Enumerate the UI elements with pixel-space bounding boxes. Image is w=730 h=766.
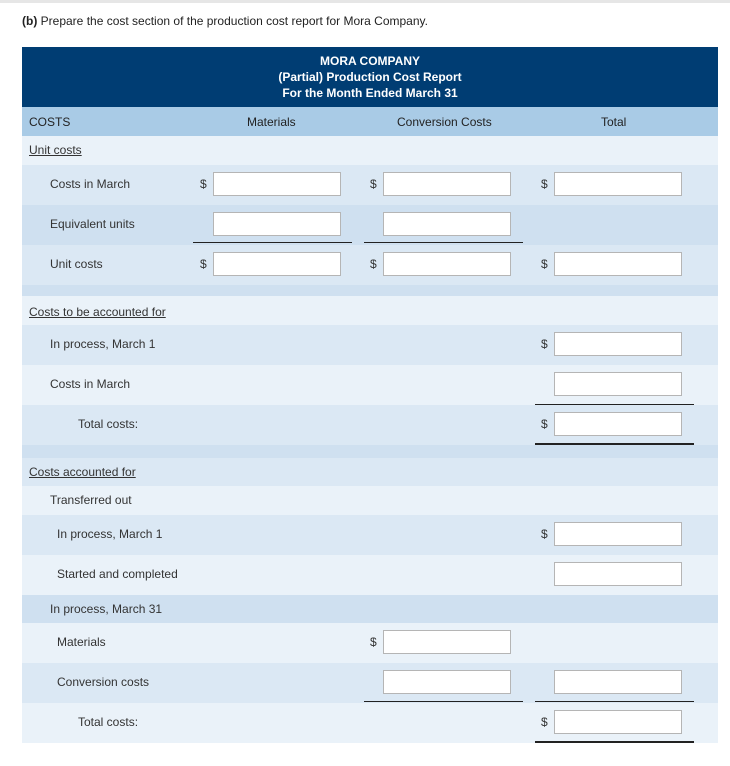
started-completed-label: Started and completed	[57, 567, 178, 581]
total-column-header: Total	[601, 115, 627, 129]
in-process-march1-label: In process, March 1	[50, 337, 156, 351]
dollar-sign: $	[200, 177, 207, 191]
to-be-accounted-heading-row	[22, 296, 718, 325]
ending-in-process-total-input[interactable]	[554, 670, 682, 694]
costs-in-march-materials-input[interactable]	[213, 172, 341, 196]
conversion-underline	[364, 242, 523, 243]
total-underline	[535, 701, 694, 702]
transferred-in-process-march1-row	[22, 515, 718, 555]
dollar-sign: $	[541, 417, 548, 431]
dollar-sign: $	[370, 635, 377, 649]
total-costs-accounted-input[interactable]	[554, 710, 682, 734]
total-double-underline	[535, 741, 694, 743]
ending-materials-row	[22, 623, 718, 663]
transferred-out-label: Transferred out	[50, 493, 132, 507]
transferred-in-process-march1-label: In process, March 1	[57, 527, 163, 541]
in-process-march1-total-input[interactable]	[554, 332, 682, 356]
accounted-heading-row	[22, 458, 718, 486]
in-process-march31-label: In process, March 31	[50, 602, 163, 616]
costs-in-march-row	[22, 165, 718, 205]
instruction-body: Prepare the cost section of the production cost report for Mora Company.	[37, 14, 428, 28]
unit-costs-heading: Unit costs	[29, 143, 82, 157]
unit-costs-conversion-input[interactable]	[383, 252, 511, 276]
costs-in-march-total-input[interactable]	[554, 172, 682, 196]
section-spacer	[22, 445, 718, 458]
company-name: MORA COMPANY	[320, 54, 420, 68]
conversion-underline	[364, 701, 523, 702]
top-border	[0, 0, 730, 3]
ending-materials-label: Materials	[57, 635, 106, 649]
column-header-row	[22, 107, 718, 136]
equivalent-units-materials-input[interactable]	[213, 212, 341, 236]
equivalent-units-label: Equivalent units	[50, 217, 135, 231]
costs-in-march-label: Costs in March	[50, 177, 131, 191]
dollar-sign: $	[541, 337, 548, 351]
costs-to-be-accounted-heading: Costs to be accounted for	[29, 305, 166, 319]
part-label: (b)	[22, 14, 38, 28]
materials-column-header: Materials	[247, 115, 296, 129]
dollar-sign: $	[370, 257, 377, 271]
total-costs-label: Total costs:	[78, 417, 139, 431]
report-title: (Partial) Production Cost Report	[278, 70, 462, 84]
dollar-sign: $	[541, 257, 548, 271]
unit-costs-heading-row	[22, 136, 718, 165]
costs-accounted-heading: Costs accounted for	[29, 465, 136, 479]
report-header	[22, 47, 718, 107]
conversion-column-header: Conversion Costs	[397, 115, 492, 129]
started-completed-total-input[interactable]	[554, 562, 682, 586]
costs-in-march-2-total-input[interactable]	[554, 372, 682, 396]
ending-conversion-label: Conversion costs	[57, 675, 150, 689]
unit-costs-total-input[interactable]	[554, 252, 682, 276]
total-costs-total-input[interactable]	[554, 412, 682, 436]
production-cost-report	[22, 47, 718, 743]
unit-costs-row	[22, 245, 718, 285]
dollar-sign: $	[200, 257, 207, 271]
in-process-march1-row	[22, 325, 718, 365]
ending-materials-input[interactable]	[383, 630, 511, 654]
total-costs-accounted-row	[22, 703, 718, 743]
costs-column-header: COSTS	[29, 115, 71, 129]
transferred-in-process-march1-total-input[interactable]	[554, 522, 682, 546]
transferred-out-row	[22, 486, 718, 515]
unit-costs-label: Unit costs	[50, 257, 103, 271]
ending-conversion-row	[22, 663, 718, 703]
started-completed-row	[22, 555, 718, 595]
unit-costs-materials-input[interactable]	[213, 252, 341, 276]
costs-in-march-conversion-input[interactable]	[383, 172, 511, 196]
total-costs-row	[22, 405, 718, 445]
instruction-text	[22, 14, 428, 28]
dollar-sign: $	[370, 177, 377, 191]
costs-in-march-2-label: Costs in March	[50, 377, 131, 391]
ending-conversion-input[interactable]	[383, 670, 511, 694]
total-costs-accounted-label: Total costs:	[78, 715, 139, 729]
equivalent-units-row	[22, 205, 718, 245]
costs-in-march-2-row	[22, 365, 718, 405]
dollar-sign: $	[541, 177, 548, 191]
in-process-march31-row	[22, 595, 718, 623]
dollar-sign: $	[541, 715, 548, 729]
equivalent-units-conversion-input[interactable]	[383, 212, 511, 236]
section-spacer	[22, 285, 718, 296]
dollar-sign: $	[541, 527, 548, 541]
materials-underline	[193, 242, 352, 243]
report-period: For the Month Ended March 31	[282, 86, 458, 100]
